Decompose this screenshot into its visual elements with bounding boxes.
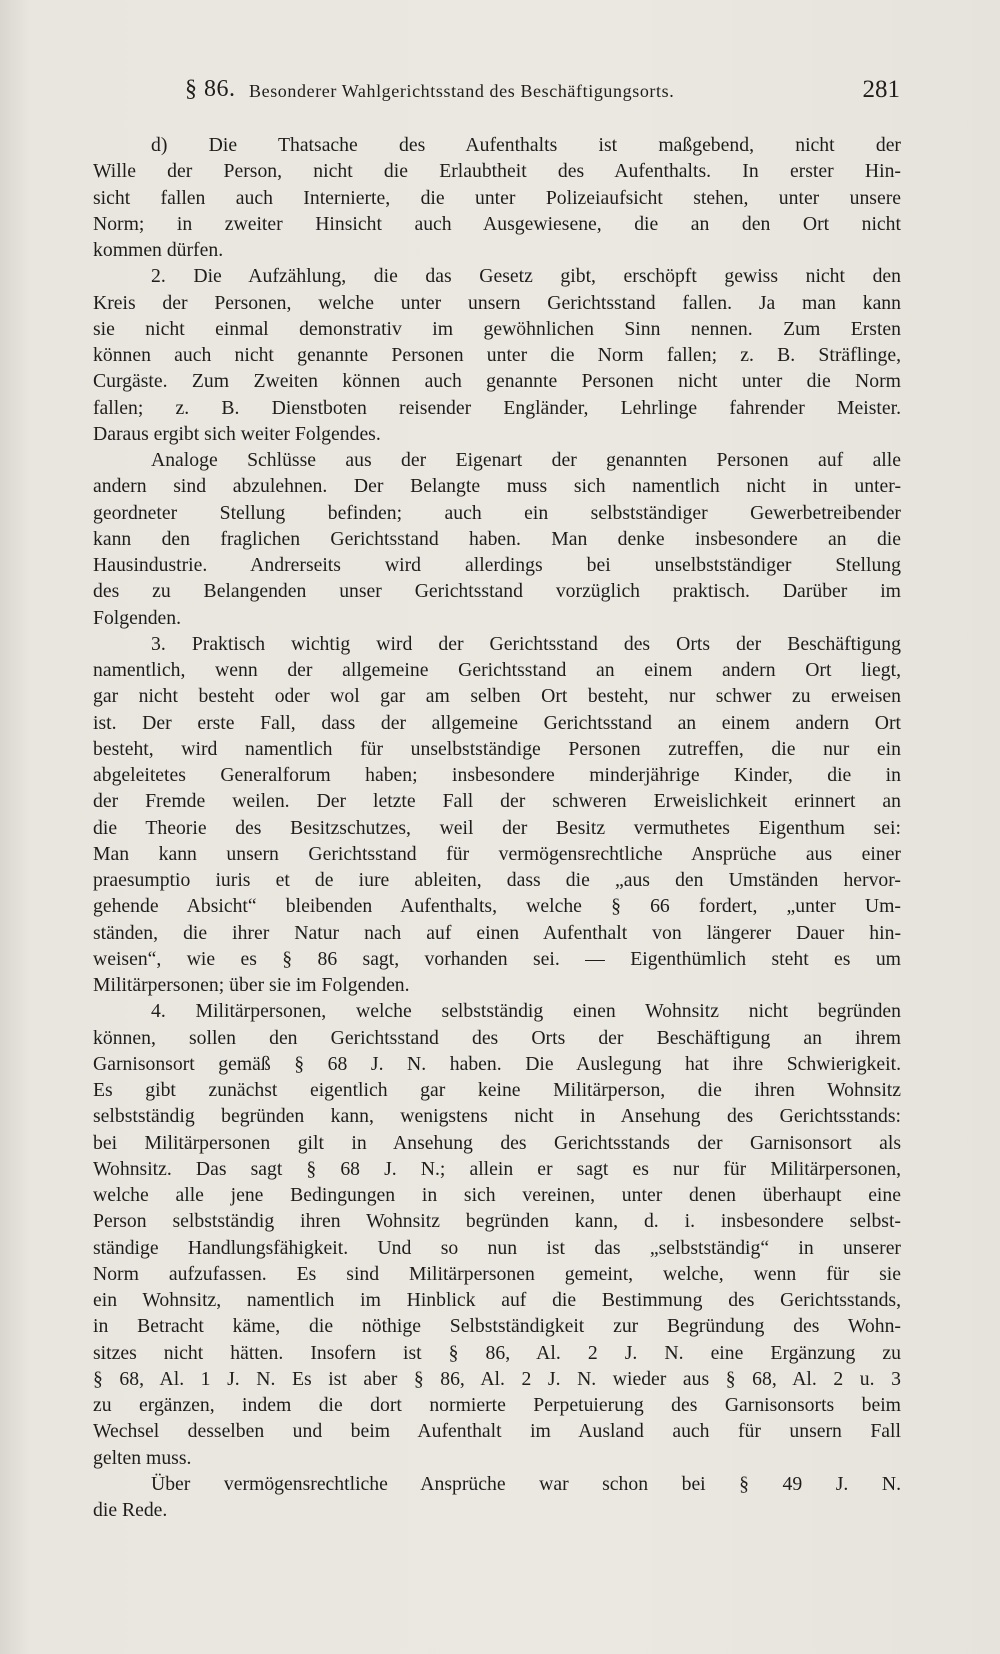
- text-line: Wohnsitz. Das sagt § 68 J. N.; allein er sagt es nur für Militärpersonen,: [93, 1157, 901, 1180]
- text-line: die Rede.: [93, 1499, 168, 1521]
- text-line: abgeleitetes Generalforum haben; insbesondere minderjährige Kinder, die in: [93, 764, 901, 786]
- text-line: der Fremde weilen. Der letzte Fall der schweren Erweislichkeit erinnert an: [93, 790, 901, 813]
- section-number: § 86.: [185, 76, 236, 102]
- text-line: bei Militärpersonen gilt in Ansehung des Gerichtsstands der Garnisonsort als: [93, 1131, 901, 1154]
- text-line: ein Wohnsitz, namentlich im Hinblick auf die Bestimmung des Gerichtsstands,: [93, 1289, 901, 1311]
- text-line: Folgenden.: [93, 606, 182, 629]
- text-line: Person selbstständig ihren Wohnsitz begründen kann, d. i. insbesondere selbst-: [93, 1210, 901, 1233]
- text-line: d) Die Thatsache des Aufenthalts ist maßgebend, nicht der: [151, 134, 901, 156]
- text-line: praesumptio iuris et de iure ableiten, dass die „aus den Umständen hervor-: [93, 869, 901, 891]
- text-line: gar nicht besteht oder wol gar am selben Ort besteht, nur schwer zu erweisen: [93, 685, 901, 708]
- text-line: Kreis der Personen, welche unter unsern Gerichtsstand fallen. Ja man kann: [93, 291, 901, 314]
- text-line: Daraus ergibt sich weiter Folgendes.: [93, 422, 381, 445]
- text-line: Curgäste. Zum Zweiten können auch genannte Personen nicht unter die Norm: [93, 370, 901, 393]
- text-line: geordneter Stellung befinden; auch ein selbstständiger Gewerbetreibender: [93, 501, 901, 524]
- text-line: sie nicht einmal demonstrativ im gewöhnlichen Sinn nennen. Zum Ersten: [93, 317, 901, 340]
- text-line: besteht, wird namentlich für unselbstständige Personen zutreffen, die nur ein: [93, 737, 901, 760]
- text-line: welche alle jene Bedingungen in sich vereinen, unter denen überhaupt eine: [93, 1184, 901, 1206]
- text-line: können, sollen den Gerichtsstand des Orts der Beschäftigung an ihrem: [93, 1026, 901, 1049]
- body-text: [93, 132, 901, 1523]
- text-line: sitzes nicht hätten. Insofern ist § 86, Al. 2 J. N. eine Ergänzung zu: [93, 1341, 901, 1364]
- text-line: Norm aufzufassen. Es sind Militärpersonen gemeint, welche, wenn für sie: [93, 1262, 901, 1285]
- text-line: andern sind abzulehnen. Der Belangte muss sich namentlich nicht in unter-: [93, 475, 901, 498]
- text-line: des zu Belangenden unser Gerichtsstand vorzüglich praktisch. Darüber im: [93, 580, 901, 603]
- text-line: weisen“, wie es § 86 sagt, vorhanden sei. — Eigenthümlich steht es um: [93, 947, 901, 970]
- text-line: 4. Militärpersonen, welche selbstständig einen Wohnsitz nicht begründen: [151, 1000, 901, 1023]
- text-line: selbstständig begründen kann, wenigstens nicht in Ansehung des Gerichtsstands:: [93, 1105, 901, 1128]
- text-line: Garnisonsort gemäß § 68 J. N. haben. Die Auslegung hat ihre Schwierigkeit.: [93, 1052, 901, 1075]
- text-line: kann den fraglichen Gerichtsstand haben. Man denke insbesondere an die: [93, 527, 901, 550]
- text-line: ständen, die ihrer Natur nach auf einen Aufenthalt von längerer Dauer hin-: [93, 921, 901, 944]
- text-line: Militärpersonen; über sie im Folgenden.: [93, 974, 410, 996]
- text-line: 3. Praktisch wichtig wird der Gerichtsstand des Orts der Beschäftigung: [151, 632, 901, 655]
- text-line: ständige Handlungsfähigkeit. Und so nun ist das „selbstständig“ in unserer: [93, 1236, 901, 1259]
- text-line: gelten muss.: [93, 1446, 192, 1469]
- text-line: Es gibt zunächst eigentlich gar keine Militärperson, die ihren Wohnsitz: [93, 1079, 901, 1101]
- text-line: namentlich, wenn der allgemeine Gerichtsstand an einem andern Ort liegt,: [93, 659, 901, 681]
- text-line: Norm; in zweiter Hinsicht auch Ausgewiesene, die an den Ort nicht: [93, 212, 901, 235]
- text-line: Analoge Schlüsse aus der Eigenart der genannten Personen auf alle: [151, 449, 901, 471]
- text-line: die Theorie des Besitzschutzes, weil der Besitz vermuthetes Eigenthum sei:: [93, 816, 901, 839]
- text-line: zu ergänzen, indem die dort normierte Perpetuierung des Garnisonsorts beim: [93, 1394, 901, 1416]
- text-line: Wechsel desselben und beim Aufenthalt im Ausland auch für unsern Fall: [93, 1420, 901, 1443]
- page-number: 281: [862, 76, 900, 103]
- running-header: [185, 76, 900, 110]
- text-line: in Betracht käme, die nöthige Selbstständigkeit zur Begründung des Wohn-: [93, 1315, 901, 1338]
- text-line: können auch nicht genannte Personen unter die Norm fallen; z. B. Sträflinge,: [93, 344, 901, 366]
- text-line: § 68, Al. 1 J. N. Es ist aber § 86, Al. 2 J. N. wieder aus § 68, Al. 2 u. 3: [93, 1367, 901, 1390]
- text-line: fallen; z. B. Dienstboten reisender Engländer, Lehrlinge fahrender Meister.: [93, 396, 901, 419]
- text-line: gehende Absicht“ bleibenden Aufenthalts, welche § 66 fordert, „unter Um-: [93, 895, 901, 918]
- text-line: Man kann unsern Gerichtsstand für vermögensrechtliche Ansprüche aus einer: [93, 842, 901, 865]
- text-line: Über vermögensrechtliche Ansprüche war schon bei § 49 J. N.: [151, 1472, 901, 1495]
- text-line: 2. Die Aufzählung, die das Gesetz gibt, erschöpft gewiss nicht den: [151, 265, 901, 288]
- running-title: Besonderer Wahlgerichtsstand des Beschäftigungsorts.: [249, 81, 675, 101]
- text-line: Hausindustrie. Andrerseits wird allerdings bei unselbstständiger Stellung: [93, 554, 901, 576]
- text-line: Wille der Person, nicht die Erlaubtheit des Aufenthalts. In erster Hin-: [93, 160, 901, 183]
- text-line: ist. Der erste Fall, dass der allgemeine Gerichtsstand an einem andern Ort: [93, 711, 901, 734]
- text-line: sicht fallen auch Internierte, die unter Polizeiaufsicht stehen, unter unsere: [93, 186, 901, 209]
- text-line: kommen dürfen.: [93, 239, 224, 261]
